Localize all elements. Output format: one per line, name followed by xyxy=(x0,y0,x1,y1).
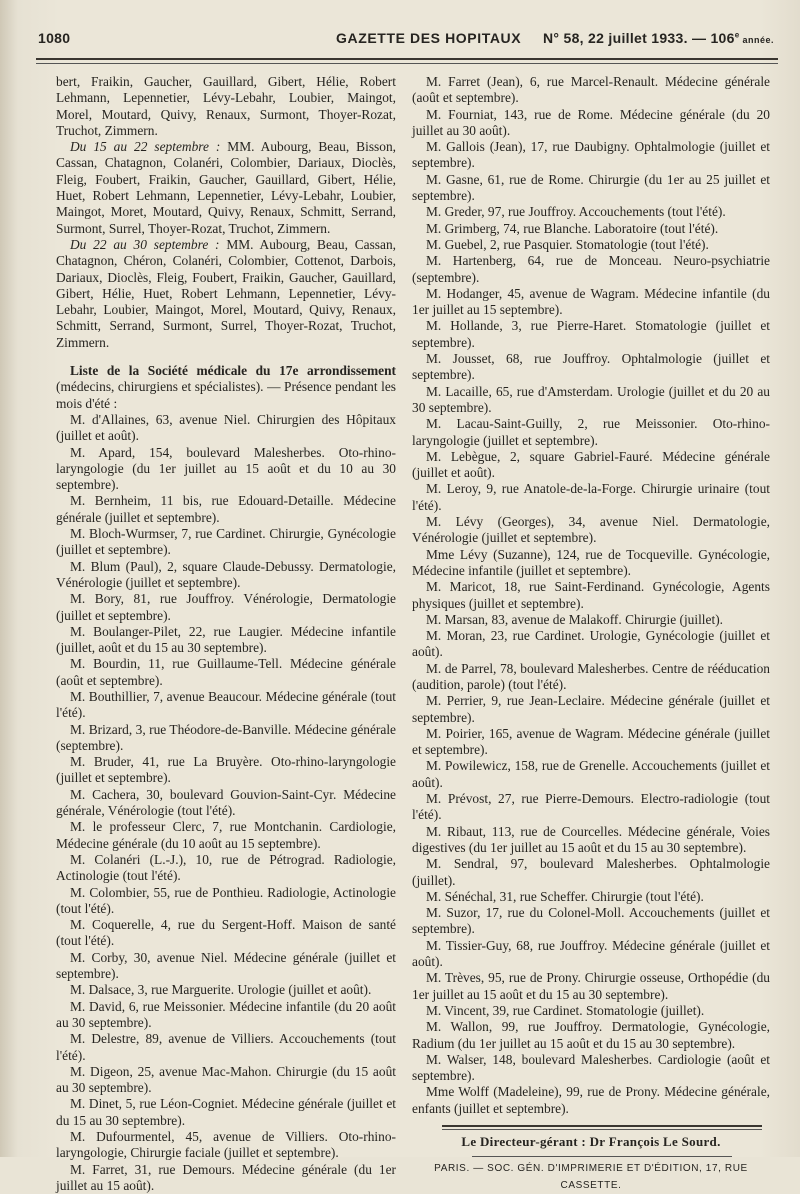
list-item: M. Gasne, 61, rue de Rome. Chirurgie (du 1er au 25 juillet et septembre). xyxy=(412,171,770,204)
list-item: M. Boulanger-Pilet, 22, rue Laugier. Médecine infantile (juillet, août et du 15 au 30 septembre). xyxy=(56,623,396,656)
journal-title: GAZETTE DES HOPITAUX xyxy=(336,30,522,46)
list-item: M. Trèves, 95, rue de Prony. Chirurgie osseuse, Orthopédie (du 1er juillet au 15 août et du 15 au 30 septembre). xyxy=(412,970,770,1002)
list-item: M. Guebel, 2, rue Pasquier. Stomatologie (tout l'été). xyxy=(426,236,709,252)
list-item: M. Bloch-Wurmser, 7, rue Cardinet. Chirurgie, Gynécologie (juillet et septembre). xyxy=(56,526,396,558)
list-item: M. de Parrel, 78, boulevard Malesherbes. Centre de rééducation (audition, parole) (tout l'été). xyxy=(412,660,770,692)
list-item: M. Sendral, 97, boulevard Malesherbes. Ophtalmologie (juillet). xyxy=(412,856,770,888)
list-item: M. Grimberg, 74, rue Blanche. Laboratoire (tout l'été). xyxy=(426,220,719,236)
list-item: M. Blum (Paul), 2, square Claude-Debussy. Dermatologie, Vénérologie (juillet et septembre). xyxy=(56,558,396,590)
printer-imprint: PARIS. — SOC. GÉN. D'IMPRIMERIE ET D'ÉDITION, 17, RUE CASSETTE. xyxy=(434,1163,748,1191)
list-item: M. Powilewicz, 158, rue de Grenelle. Accouchements (juillet et août). xyxy=(412,758,770,790)
list-item: M. Perrier, 9, rue Jean-Leclaire. Médecine générale (juillet et septembre). xyxy=(412,693,770,725)
list-item: M. Fourniat, 143, rue de Rome. Médecine générale (du 20 juillet au 30 août). xyxy=(412,106,770,138)
footer-rule xyxy=(442,1125,762,1127)
list-item: M. Prévost, 27, rue Pierre-Demours. Electro-radiologie (tout l'été). xyxy=(412,791,770,823)
list-item: M. le professeur Clerc, 7, rue Montchanin. Cardiologie, Médecine générale (du 10 août au 15 septembre). xyxy=(56,819,396,851)
list-item: M. Marsan, 83, avenue de Malakoff. Chirurgie (juillet). xyxy=(426,611,723,627)
list-item: M. Moran, 23, rue Cardinet. Urologie, Gynécologie (juillet et août). xyxy=(412,628,770,660)
list-item: M. Leroy, 9, rue Anatole-de-la-Forge. Chirurgie urinaire (tout l'été). xyxy=(412,481,770,513)
list-item: M. Bruder, 41, rue La Bruyère. Oto-rhino-laryngologie (juillet et septembre). xyxy=(56,754,396,786)
list-item: M. Jousset, 68, rue Jouffroy. Ophtalmologie (juillet et septembre). xyxy=(412,351,770,383)
footer-rule-thin xyxy=(442,1129,762,1130)
list-item: M. Greder, 97, rue Jouffroy. Accouchements (tout l'été). xyxy=(426,204,726,220)
list-item: M. Bory, 81, rue Jouffroy. Vénérologie, Dermatologie (juillet et septembre). xyxy=(56,591,396,623)
list-item: Mme Wolff (Madeleine), 99, rue de Prony. Médecine générale, enfants (juillet et septembre). xyxy=(412,1084,770,1116)
paragraph-sept-15-22: Du 15 au 22 septembre : MM. Aubourg, Beau, Bisson, Cassan, Chatagnon, Colanéri, Colombier, Dariaux, Dioclès, Fleig, Foubert, Fraikin, Gaucher, Gauillard, Gibert, Hélie, Huet, Robert Lehmann, Lepennetier, Lévy-Lebahr, Loubier, Maingot, Moret, Moutard, Quivy, Renaux, Schmitt, Serrand, Surmont, Surrel, Thoyer-Rozat, Truchot, Zimmern. xyxy=(56,139,396,236)
list-item: M. Lacau-Saint-Guilly, 2, rue Meissonier. Oto-rhino-laryngologie (juillet et septembre). xyxy=(412,416,770,448)
list-item: M. Ribaut, 113, rue de Courcelles. Médecine générale, Voies digestives (du 1er juillet au 15 août et du 15 au 30 septembre). xyxy=(412,823,770,855)
paragraph-continued: bert, Fraikin, Gaucher, Gauillard, Gibert, Hélie, Robert Lehmann, Lepennetier, Lévy-Lebahr, Loubier, Maingot, Morel, Moutard, Quivy, Renaux, Surmont, Thoyer-Rozat, Truchot, Zimmern. xyxy=(56,74,396,138)
list-item: M. Dufourmentel, 45, avenue de Villiers. Oto-rhino-laryngologie, Chirurgie faciale (juillet et septembre). xyxy=(56,1129,396,1161)
list-item: M. Hodanger, 45, avenue de Wagram. Médecine infantile (du 1er juillet au 15 septembre). xyxy=(412,285,770,318)
list-item: M. Colombier, 55, rue de Ponthieu. Radiologie, Actinologie (tout l'été). xyxy=(56,884,396,916)
paragraph-sept-22-30: Du 22 au 30 septembre : MM. Aubourg, Beau, Cassan, Chatagnon, Chéron, Colanéri, Colombier, Cottenot, Darbois, Dariaux, Dioclès, Fleig, Foubert, Fraikin, Gaucher, Gauillard, Gibert, Hélie, Huet, Robert Lehmann, Lepennetier, Lévy-Lebahr, Loubier, Maingot, Morel, Moutard, Quivy, Renaux, Schmitt, Serrand, Surmont, Surrel, Thoyer-Rozat, Truchot, Zimmern. xyxy=(56,236,396,350)
list-item: M. d'Allaines, 63, avenue Niel. Chirurgien des Hôpitaux (juillet et août). xyxy=(56,411,396,444)
list-item: M. Tissier-Guy, 68, rue Jouffroy. Médecine générale (juillet et août). xyxy=(412,937,770,970)
list-item: M. Hartenberg, 64, rue de Monceau. Neuro-psychiatrie (septembre). xyxy=(412,253,770,285)
header-rule xyxy=(36,58,778,60)
list-item: M. Suzor, 17, rue du Colonel-Moll. Accouchements (juillet et septembre). xyxy=(412,905,770,937)
list-item: M. Bernheim, 11 bis, rue Edouard-Detaille. Médecine générale (juillet et septembre). xyxy=(56,493,396,525)
list-item: M. Colanéri (L.-J.), 10, rue de Pétrograd. Radiologie, Actinologie (tout l'été). xyxy=(56,851,396,884)
director-signature-line: Le Directeur-gérant : Dr François Le Sourd. xyxy=(461,1134,721,1149)
list-item: M. Wallon, 99, rue Jouffroy. Dermatologie, Gynécologie, Radium (du 1er juillet au 15 août et du 15 au 30 septembre). xyxy=(412,1019,770,1051)
list-item: M. Vincent, 39, rue Cardinet. Stomatologie (juillet). xyxy=(426,1002,705,1018)
list-item: M. Cachera, 30, boulevard Gouvion-Saint-Cyr. Médecine générale, Vénérologie (tout l'été). xyxy=(56,786,396,819)
list-item: M. Coquerelle, 4, rue du Sergent-Hoff. Maison de santé (tout l'été). xyxy=(56,917,396,949)
list-item: M. Bourdin, 11, rue Guillaume-Tell. Médecine générale (août et septembre). xyxy=(56,656,396,688)
list-item: M. Farret (Jean), 6, rue Marcel-Renault. Médecine générale (août et septembre). xyxy=(412,74,770,106)
list-item: Mme Lévy (Suzanne), 124, rue de Tocqueville. Gynécologie, Médecine infantile (juillet et septembre). xyxy=(412,546,770,578)
section-heading: Liste de la Société médicale du 17e arrondissement (médecins, chirurgiens et spécialistes). — Présence pendant les mois d'été : xyxy=(56,363,396,411)
list-item: M. Sénéchal, 31, rue Scheffer. Chirurgie (tout l'été). xyxy=(426,888,704,904)
right-column xyxy=(412,74,770,1194)
list-item: M. Delestre, 89, avenue de Villiers. Accouchements (tout l'été). xyxy=(56,1031,396,1063)
list-item: M. Hollande, 3, rue Pierre-Haret. Stomatologie (juillet et septembre). xyxy=(412,318,770,350)
list-item: M. Walser, 148, boulevard Malesherbes. Cardiologie (août et septembre). xyxy=(412,1051,770,1084)
list-item: M. Farret, 31, rue Demours. Médecine générale (du 1er juillet au 15 août). xyxy=(56,1161,396,1193)
left-column xyxy=(56,74,396,1194)
list-item: M. Lévy (Georges), 34, avenue Niel. Dermatologie, Vénérologie (juillet et septembre). xyxy=(412,514,770,546)
list-item: M. Dinet, 5, rue Léon-Cogniet. Médecine générale (juillet et du 15 au 30 septembre). xyxy=(56,1096,396,1128)
list-item: M. Corby, 30, avenue Niel. Médecine générale (juillet et septembre). xyxy=(56,949,396,982)
list-item: M. Poirier, 165, avenue de Wagram. Médecine générale (juillet et septembre). xyxy=(412,725,770,758)
list-item: M. Digeon, 25, avenue Mac-Mahon. Chirurgie (du 15 août au 30 septembre). xyxy=(56,1063,396,1096)
issue-info: N° 58, 22 juillet 1933. — 106e année. xyxy=(543,30,774,46)
list-item: M. Brizard, 3, rue Théodore-de-Banville. Médecine générale (septembre). xyxy=(56,721,396,753)
list-item: M. Gallois (Jean), 17, rue Daubigny. Ophtalmologie (juillet et septembre). xyxy=(412,139,770,171)
list-item: M. Apard, 154, boulevard Malesherbes. Oto-rhino-laryngologie (du 1er juillet au 15 août et du 10 au 30 septembre). xyxy=(56,444,396,493)
list-item: M. Lebègue, 2, square Gabriel-Fauré. Médecine générale (juillet et août). xyxy=(412,448,770,481)
list-item: M. David, 6, rue Meissonier. Médecine infantile (du 20 août au 30 septembre). xyxy=(56,998,396,1030)
list-item: M. Lacaille, 65, rue d'Amsterdam. Urologie (juillet et du 20 au 30 septembre). xyxy=(412,383,770,415)
physician-list-left xyxy=(56,412,396,1194)
list-item: M. Maricot, 18, rue Saint-Ferdinand. Gynécologie, Agents physiques (juillet et septembre). xyxy=(412,579,770,611)
list-item: M. Dalsace, 3, rue Marguerite. Urologie (juillet et août). xyxy=(70,982,372,998)
header-rule-thin xyxy=(36,63,778,64)
page-number: 1080 xyxy=(38,30,71,46)
physician-list-right xyxy=(412,74,770,1117)
running-header xyxy=(36,30,782,52)
list-item: M. Bouthillier, 7, avenue Beaucour. Médecine générale (tout l'été). xyxy=(56,688,396,721)
